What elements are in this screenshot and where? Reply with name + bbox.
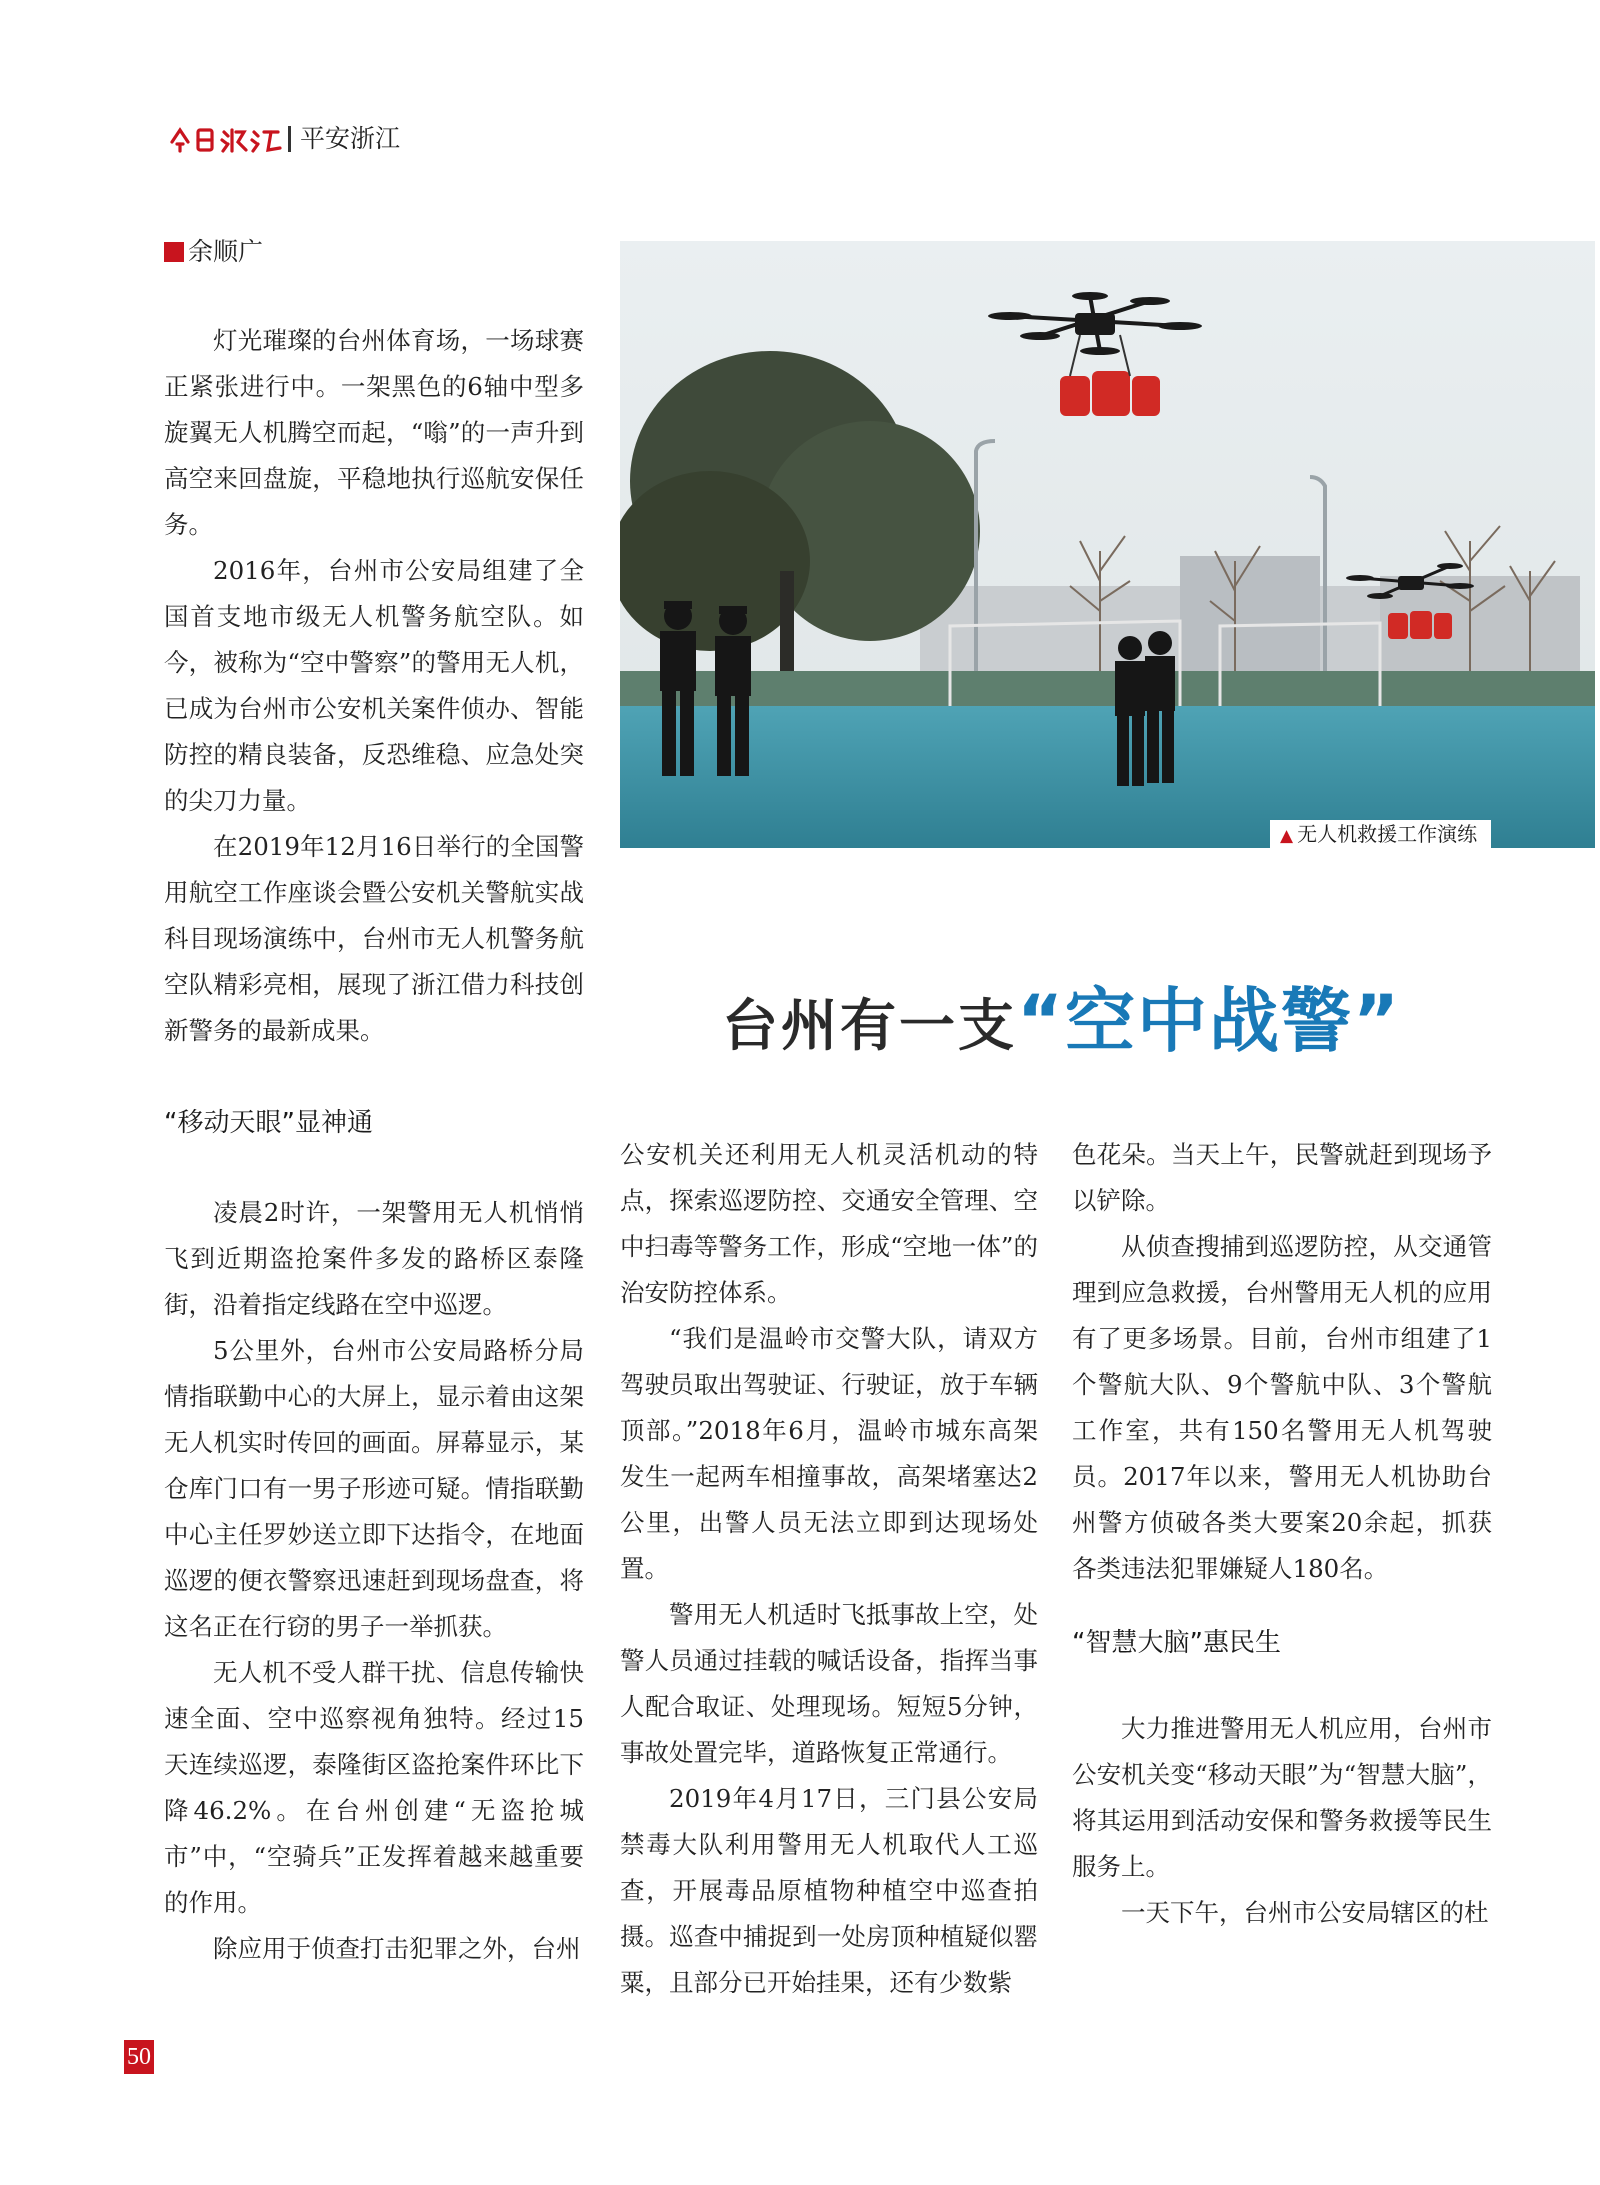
column-1-bottom [164,1100,584,1972]
title-part-1: 台州有一支 [722,994,1017,1059]
column-2 [620,1132,1038,2006]
title-part-2: “空中战警” [1017,980,1402,1062]
column-3 [1072,1132,1492,1936]
subheading-mobile-eye: “移动天眼”显神通 [164,1108,373,1138]
paragraph: 凌晨2时许，一架警用无人机悄悄飞到近期盗抢案件多发的路桥区泰隆街，沿着指定线路在空中巡逻。 [164,1198,584,1319]
paragraph: 在2019年12月16日举行的全国警用航空工作座谈会暨公安机关警航实战科目现场演练中，台州市无人机警务航空队精彩亮相，展现了浙江借力科技创新警务的最新成果。 [164,832,584,1045]
subheading-smart-brain: “智慧大脑”惠民生 [1072,1628,1281,1658]
logo-mark [168,124,286,154]
paragraph: 大力推进警用无人机应用，台州市公安机关变“移动天眼”为“智慧大脑”，将其运用到活动安保和警务救援等民生服务上。 [1072,1714,1492,1881]
page-number: 50 [124,2040,154,2074]
red-square-marker [164,242,184,262]
author-name: 余顺广 [188,237,264,266]
column-1-top [164,318,584,1054]
caption-text: 无人机救援工作演练 [1297,822,1478,846]
section-name: 平安浙江 [300,124,401,153]
author-byline [164,236,263,268]
magazine-logo [168,124,286,154]
paragraph: 从侦查搜捕到巡逻防控，从交通管理到应急救援，台州警用无人机的应用有了更多场景。目前，台州市组建了1个警航大队、9个警航中队、3个警航工作室，共有150名警用无人机驾驶员。2017年以来，警用无人机协助台州警方侦破各类大要案20余起，抓获各类违法犯罪嫌疑人180名。 [1072,1232,1492,1583]
photo-illustration [620,241,1595,848]
paragraph: 无人机不受人群干扰、信息传输快速全面、空中巡察视角独特。经过15天连续巡逻，泰隆街区盗抢案件环比下降46.2%。在台州创建“无盗抢城市”中，“空骑兵”正发挥着越来越重要的作用。 [164,1658,584,1917]
paragraph: 公安机关还利用无人机灵活机动的特点，探索巡逻防控、交通安全管理、空中扫毒等警务工作，形成“空地一体”的治安防控体系。 [620,1140,1038,1307]
article-title [722,965,1401,1066]
drone-drill-photo [620,241,1595,848]
paragraph: 一天下午，台州市公安局辖区的杜 [1121,1898,1489,1927]
paragraph: “我们是温岭市交警大队，请双方驾驶员取出驾驶证、行驶证，放于车辆顶部。”2018年6月，温岭市城东高架发生一起两车相撞事故，高架堵塞达2公里，出警人员无法立即到达现场处置。 [620,1324,1038,1583]
paragraph: 5公里外，台州市公安局路桥分局情指联勤中心的大屏上，显示着由这架无人机实时传回的画面。屏幕显示，某仓库门口有一男子形迹可疑。情指联勤中心主任罗妙送立即下达指令，在地面巡逻的便衣警察迅速赶到现场盘查，将这名正在行窃的男子一举抓获。 [164,1336,584,1641]
paragraph: 2016年，台州市公安局组建了全国首支地市级无人机警务航空队。如今，被称为“空中警察”的警用无人机，已成为台州市公安机关案件侦办、智能防控的精良装备，反恐维稳、应急处突的尖刀力量。 [164,556,584,815]
paragraph: 2019年4月17日，三门县公安局禁毒大队利用警用无人机取代人工巡查，开展毒品原植物种植空中巡查拍摄。巡查中捕捉到一处房顶种植疑似罂粟，且部分已开始挂果，还有少数紫 [620,1784,1038,1997]
triangle-icon: ▲ [1280,826,1294,846]
paragraph: 除应用于侦查打击犯罪之外，台州 [213,1934,581,1963]
photo-caption [1270,820,1491,850]
paragraph: 色花朵。当天上午，民警就赶到现场予以铲除。 [1072,1140,1492,1215]
paragraph: 灯光璀璨的台州体育场，一场球赛正紧张进行中。一架黑色的6轴中型多旋翼无人机腾空而起，“嗡”的一声升到高空来回盘旋，平稳地执行巡航安保任务。 [164,326,584,539]
paragraph: 警用无人机适时飞抵事故上空，处警人员通过挂载的喊话设备，指挥当事人配合取证、处理现场。短短5分钟，事故处置完毕，道路恢复正常通行。 [620,1600,1038,1767]
header-divider [288,126,291,152]
